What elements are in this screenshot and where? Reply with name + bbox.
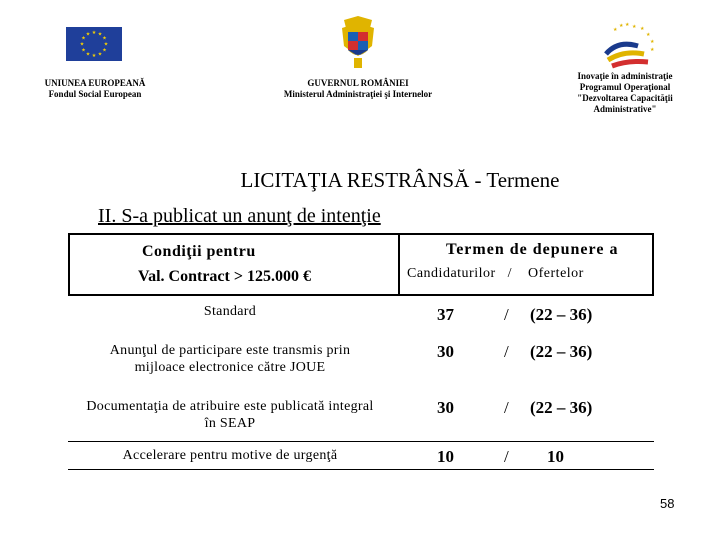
svg-text:★: ★: [625, 22, 630, 28]
row-label-line2: în SEAP: [204, 416, 256, 431]
row-candidates-value: 37: [437, 305, 454, 324]
row-offers-value: (22 – 36): [530, 398, 593, 417]
programme-header-line2: Programul Operaţional: [579, 82, 671, 92]
romania-coat-of-arms-logo: [340, 14, 376, 72]
row-candidates-value: 30: [437, 342, 454, 361]
table-row-label: [70, 303, 390, 320]
row-candidates-value: 10: [437, 447, 454, 466]
svg-text:★: ★: [646, 32, 651, 38]
eu-flag-logo: [66, 27, 122, 61]
svg-text:★: ★: [102, 47, 107, 54]
svg-text:★: ★: [81, 35, 86, 42]
table-row-label: [70, 342, 390, 376]
svg-text:★: ★: [102, 35, 107, 42]
eu-header-line1: UNIUNEA EUROPEANĂ: [44, 78, 146, 88]
conditions-header-line1: Condiţii pentru: [142, 243, 256, 260]
row-separator: /: [504, 398, 509, 417]
svg-text:★: ★: [97, 31, 103, 38]
deadline-header-line2: Candidaturilor / Ofertelor: [407, 266, 584, 281]
table-column-divider: [398, 233, 400, 296]
svg-text:★: ★: [613, 27, 618, 33]
svg-text:★: ★: [97, 51, 103, 58]
row-separator: /: [504, 447, 509, 466]
row-label-line1: Standard: [203, 304, 257, 319]
programme-header-line3: "Dezvoltarea Capacităţii: [577, 93, 673, 103]
svg-text:★: ★: [85, 51, 91, 58]
row-candidates-value: 30: [437, 398, 454, 417]
row-offers-value: (22 – 36): [530, 305, 593, 324]
row-label-line1: Documentaţia de atribuire este publicată integral: [86, 399, 374, 414]
svg-text:★: ★: [91, 30, 97, 36]
svg-text:★: ★: [650, 47, 655, 53]
row-offers-value: (22 – 36): [530, 342, 593, 361]
row-label-line2: mijloace electronice către JOUE: [134, 360, 326, 375]
row-separator: /: [504, 305, 509, 324]
pod-programme-logo: [598, 20, 660, 70]
svg-text:★: ★: [79, 41, 85, 48]
table-row-divider: [68, 441, 654, 442]
conditions-header-line2: Val. Contract > 125.000 €: [138, 268, 311, 285]
deadline-header-line1: Termen de depunere a: [446, 241, 619, 258]
svg-text:★: ★: [619, 23, 624, 29]
table-row-label: [70, 398, 390, 432]
svg-text:★: ★: [640, 26, 645, 32]
government-header-line1: GUVERNUL ROMÂNIEI: [307, 78, 409, 88]
table-bottom-divider: [68, 469, 654, 470]
row-label-line1: Anunţul de participare este transmis prin: [109, 343, 351, 358]
row-separator: /: [504, 342, 509, 361]
svg-text:★: ★: [650, 39, 655, 45]
page-number: 58: [660, 496, 675, 511]
slide-subtitle: II. S-a publicat un anunţ de intenţie: [98, 205, 381, 227]
eu-header-text: [20, 78, 170, 100]
svg-text:★: ★: [85, 31, 91, 38]
government-header-text: [258, 78, 458, 100]
programme-header-line4: Administrative": [593, 104, 657, 114]
svg-text:★: ★: [81, 47, 86, 54]
row-offers-value: 10: [547, 447, 564, 466]
government-header-line2: Ministerul Administraţiei şi Internelor: [283, 89, 433, 99]
svg-text:★: ★: [103, 41, 109, 48]
svg-text:★: ★: [91, 53, 97, 59]
eu-header-line2: Fondul Social European: [48, 89, 142, 99]
row-label-line1: Accelerare pentru motive de urgenţă: [122, 448, 338, 463]
table-row-label: [70, 447, 390, 464]
slide-title: LICITAŢIA RESTRÂNSĂ - Termene: [240, 168, 560, 192]
programme-header-text: [560, 71, 690, 115]
programme-header-line1: Inovaţie în administraţie: [577, 71, 673, 81]
svg-text:★: ★: [632, 24, 637, 30]
